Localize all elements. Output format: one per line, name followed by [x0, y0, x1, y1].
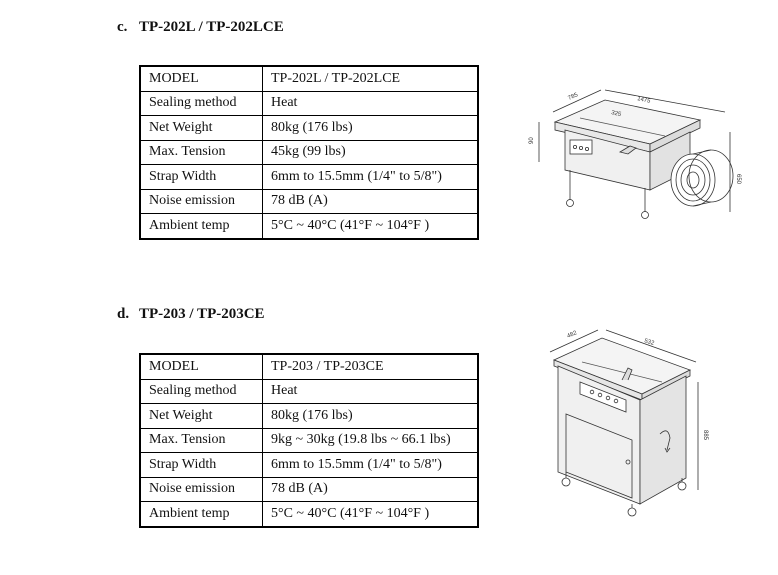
spec-label: Sealing method — [140, 91, 263, 116]
dim-depth-label: 785 — [567, 92, 579, 102]
table-row — [140, 66, 478, 91]
spec-value: 80kg (176 lbs) — [263, 116, 479, 141]
table-row — [140, 214, 478, 239]
spec-label: Max. Tension — [140, 428, 263, 453]
spec-label: Strap Width — [140, 453, 263, 478]
table-row — [140, 116, 478, 141]
spec-label: Noise emission — [140, 477, 263, 502]
spec-value: 6mm to 15.5mm (1/4" to 5/8") — [263, 165, 479, 190]
spec-value: 78 dB (A) — [263, 189, 479, 214]
spec-table-d — [139, 353, 479, 528]
machine-drawing-c — [525, 72, 750, 232]
table-row — [140, 379, 478, 404]
dim-side-label: 90 — [529, 137, 535, 144]
spec-label: MODEL — [140, 66, 263, 91]
dim-width-label: 532 — [643, 338, 655, 347]
table-row — [140, 165, 478, 190]
spec-label: Max. Tension — [140, 140, 263, 165]
spec-value: 5°C ~ 40°C (41°F ~ 104°F ) — [263, 214, 479, 239]
spec-label: Strap Width — [140, 165, 263, 190]
section-letter: d. — [117, 306, 130, 322]
spec-value: Heat — [263, 379, 479, 404]
dim-height-label: 885 — [702, 430, 708, 441]
spec-value: 78 dB (A) — [263, 477, 479, 502]
table-row — [140, 354, 478, 379]
spec-label: Ambient temp — [140, 214, 263, 239]
section-letter: c. — [117, 19, 128, 35]
spec-label: Noise emission — [140, 189, 263, 214]
spec-value: 45kg (99 lbs) — [263, 140, 479, 165]
dim-width-label: 1475 — [636, 96, 651, 105]
table-row — [140, 91, 478, 116]
section-title: TP-203 / TP-203CE — [139, 306, 265, 322]
spec-label: Ambient temp — [140, 502, 263, 527]
spec-value: 5°C ~ 40°C (41°F ~ 104°F ) — [263, 502, 479, 527]
machine-drawing-d — [540, 322, 715, 530]
table-row — [140, 189, 478, 214]
spec-label: Net Weight — [140, 404, 263, 429]
table-row — [140, 502, 478, 527]
dim-mid-label: 325 — [610, 110, 622, 119]
spec-label: MODEL — [140, 354, 263, 379]
spec-value: 6mm to 15.5mm (1/4" to 5/8") — [263, 453, 479, 478]
section-heading-c — [117, 19, 284, 36]
table-row — [140, 404, 478, 429]
spec-value: 80kg (176 lbs) — [263, 404, 479, 429]
spec-value: TP-203 / TP-203CE — [263, 354, 479, 379]
spec-label: Sealing method — [140, 379, 263, 404]
section-heading-d — [117, 306, 265, 323]
spec-label: Net Weight — [140, 116, 263, 141]
spec-value: TP-202L / TP-202LCE — [263, 66, 479, 91]
spec-table-c — [139, 65, 479, 240]
dim-depth-label: 482 — [566, 330, 578, 340]
table-row — [140, 140, 478, 165]
dim-height-label: 650 — [735, 174, 741, 185]
section-title: TP-202L / TP-202LCE — [139, 19, 284, 35]
spec-value: Heat — [263, 91, 479, 116]
spec-value: 9kg ~ 30kg (19.8 lbs ~ 66.1 lbs) — [263, 428, 479, 453]
table-row — [140, 428, 478, 453]
table-row — [140, 453, 478, 478]
table-row — [140, 477, 478, 502]
